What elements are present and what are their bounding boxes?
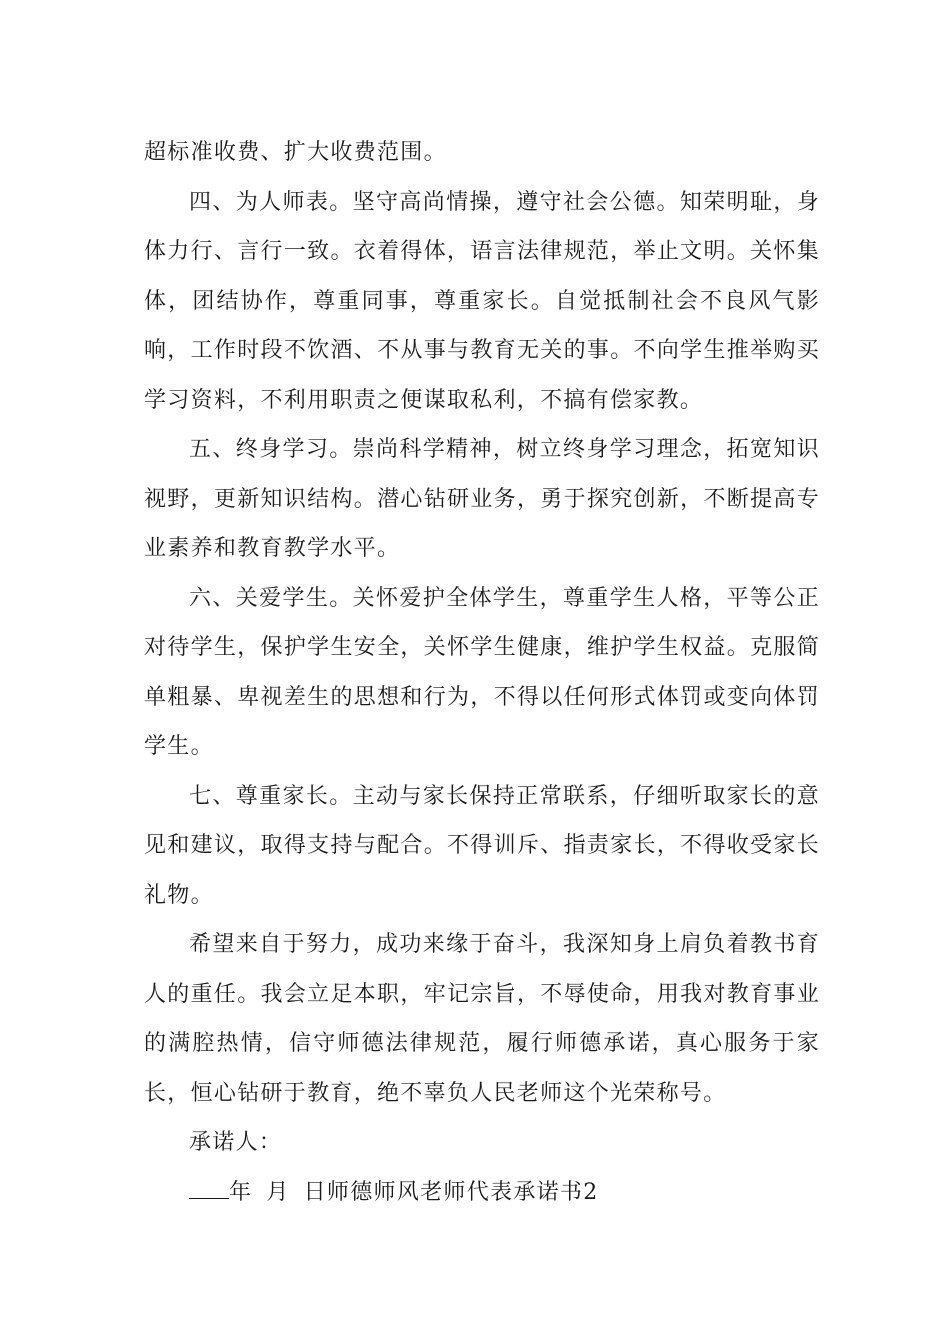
paragraph-item-four: 四、为人师表。坚守高尚情操，遵守社会公德。知荣明耻，身体力行、言行一致。衣着得体，语言法律规范，举止文明。关怀集体，团结协作，尊重同事，尊重家长。自觉抵制社会不良风气影响，工作时段不饮酒、不从事与教育无关的事。不向学生推举购买学习资料，不利用职责之便谋取私利，不搞有偿家教。 [144, 189, 820, 413]
year-blank [189, 1174, 229, 1199]
day-and-next-title: 日师德师风老师代表承诺书2 [303, 1179, 599, 1205]
month-label: 月 [266, 1179, 290, 1205]
date-line [144, 1168, 820, 1218]
paragraph-item-six: 六、关爱学生。关怀爱护全体学生，尊重学生人格，平等公正对待学生，保护学生安全，关怀学生健康，维护学生权益。克服简单粗暴、卑视差生的思想和行为，不得以任何形式体罚或变向体罚学生。 [144, 585, 820, 759]
year-label: 年 [229, 1179, 253, 1205]
document-body [144, 128, 820, 1217]
paragraph-item-five: 五、终身学习。崇尚科学精神，树立终身学习理念，拓宽知识视野，更新知识结构。潜心钻研业务，勇于探究创新，不断提高专业素养和教育教学水平。 [144, 437, 820, 561]
paragraph-closing: 希望来自于努力，成功来缘于奋斗，我深知身上肩负着教书育人的重任。我会立足本职，牢记宗旨，不辱使命，用我对教育事业的满腔热情，信守师德法律规范，履行师德承诺，真心服务于家长，恒心钻研于教育，绝不辜负人民老师这个光荣称号。 [144, 932, 820, 1106]
paragraph-continuation: 超标准收费、扩大收费范围。 [144, 140, 447, 165]
signature-label: 承诺人： [189, 1130, 283, 1155]
paragraph-item-seven: 七、尊重家长。主动与家长保持正常联系，仔细听取家长的意见和建议，取得支持与配合。不得训斥、指责家长，不得收受家长礼物。 [144, 783, 820, 908]
